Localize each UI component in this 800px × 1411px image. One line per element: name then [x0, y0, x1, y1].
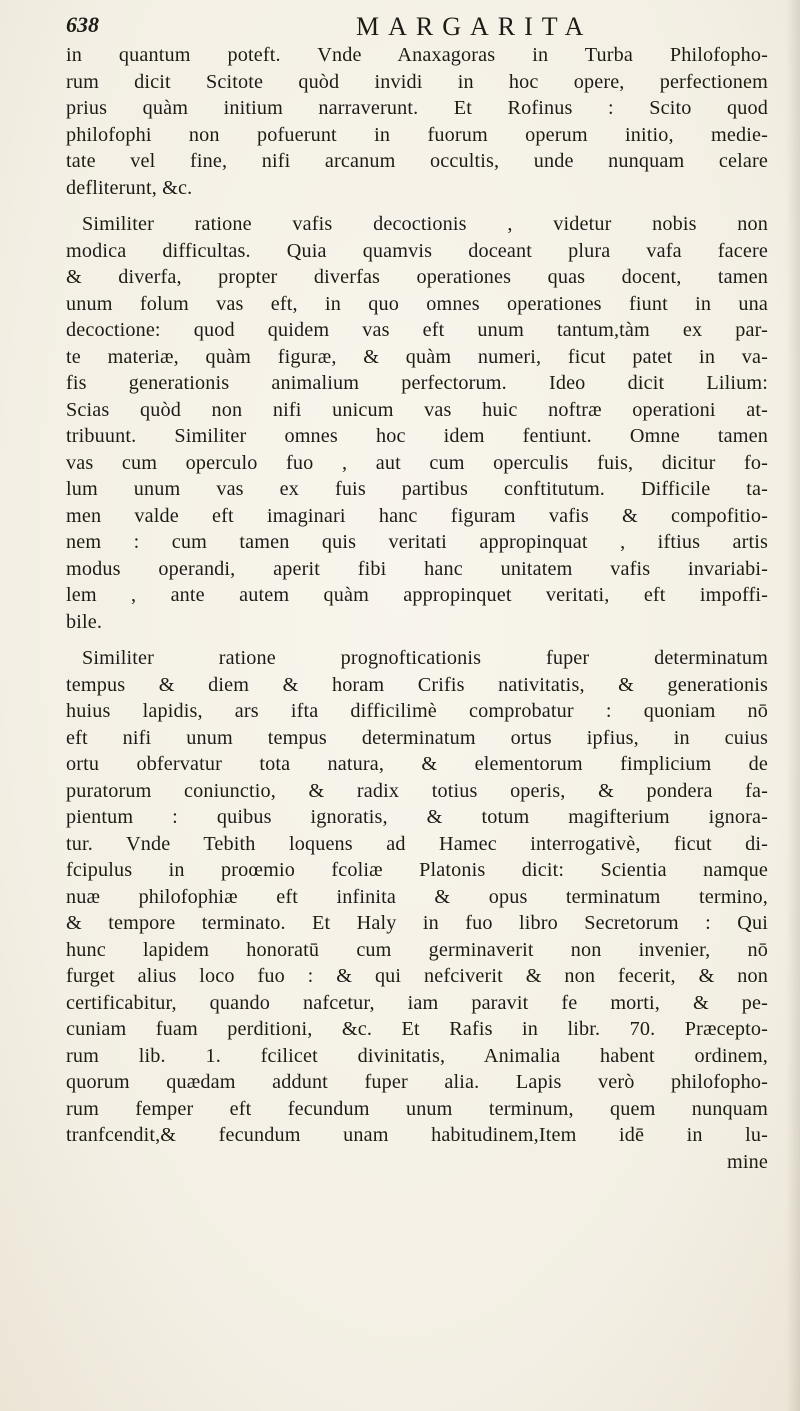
text-line: lem , ante autem quàm appropinquet veritati, eft impoffi- — [66, 584, 768, 606]
text-line: cuniam fuam perditioni, &c. Et Rafis in libr. 70. Præcepto- — [66, 1018, 768, 1040]
text-line: Similiter ratione prognofticationis fuper determinatum — [82, 647, 768, 669]
text-line: fis generationis animalium perfectorum. Ideo dicit Lilium: — [66, 372, 768, 394]
text-line: nuæ philofophiæ eft infinita & opus terminatum termino, — [66, 885, 768, 908]
text-line: Similiter ratione vafis decoctionis , videtur nobis non — [82, 213, 768, 235]
page-number: 638 — [66, 12, 99, 37]
text-line: bile. — [66, 610, 103, 633]
paragraph-gap — [66, 635, 768, 645]
text-line: te materiæ, quàm figuræ, & quàm numeri, ficut patet in va- — [66, 345, 768, 368]
text-line: defliterunt, &c. — [66, 176, 193, 199]
text-line: huius lapidis, ars ifta difficilimè comprobatur : quoniam nō — [66, 700, 768, 722]
text-line: furget alius loco fuo : & qui nefciverit & non fecerit, & non — [66, 965, 768, 987]
paragraph-gap — [66, 201, 768, 211]
text-line: rum dicit Scitote quòd invidi in hoc opere, perfectionem — [66, 70, 768, 93]
text-line: ortu obfervatur tota natura, & elementorum fimplicium de — [66, 753, 768, 775]
catchword: mine — [727, 1150, 768, 1173]
text-line: quorum quædam addunt fuper alia. Lapis verò philofopho- — [66, 1071, 768, 1093]
page-edge-shadow — [786, 0, 800, 1411]
text-line: men valde eft imaginari hanc figuram vafis & compofitio- — [66, 504, 768, 527]
running-header — [66, 12, 766, 46]
text-line: rum lib. 1. fcilicet divinitatis, Animalia habent ordinem, — [66, 1044, 768, 1067]
text-line: & diverfa, propter diverfas operationes quas docent, tamen — [66, 266, 768, 288]
text-line: modica difficultas. Quia quamvis doceant plura vafa facere — [66, 239, 768, 262]
text-line: puratorum coniunctio, & radix totius operis, & pondera fa- — [66, 779, 768, 802]
text-line: tempus & diem & horam Crifis nativitatis, & generationis — [66, 673, 768, 696]
text-line: Scias quòd non nifi unicum vas huic noftræ operationi at- — [66, 398, 768, 421]
text-line: philofophi non pofuerunt in fuorum operum initio, medie- — [66, 123, 768, 146]
text-line: decoctione: quod quidem vas eft unum tantum,tàm ex par- — [66, 319, 768, 341]
paragraph — [66, 211, 768, 635]
text-line: lum unum vas ex fuis partibus conftitutum. Difficile ta- — [66, 478, 768, 500]
text-line: fcipulus in proœmio fcoliæ Platonis dicit: Scientia namque — [66, 859, 768, 881]
text-line: & tempore terminato. Et Haly in fuo libro Secretorum : Qui — [66, 912, 768, 934]
text-line: tranfcendit,& fecundum unam habitudinem,Item idē in lu- — [66, 1124, 768, 1146]
text-line: in quantum poteft. Vnde Anaxagoras in Turba Philofopho- — [66, 44, 768, 66]
text-line: pientum : quibus ignoratis, & totum magifterium ignora- — [66, 806, 768, 828]
text-line: unum folum vas eft, in quo omnes operationes fiunt in una — [66, 292, 768, 315]
text-line: tur. Vnde Tebith loquens ad Hamec interrogativè, ficut di- — [66, 832, 768, 855]
text-line: modus operandi, aperit fibi hanc unitatem vafis invariabi- — [66, 557, 768, 580]
text-line: tate vel fine, nifi arcanum occultis, unde nunquam celare — [66, 150, 768, 172]
text-line: certificabitur, quando nafcetur, iam paravit fe morti, & pe- — [66, 991, 768, 1014]
text-line: eft nifi unum tempus determinatum ortus ipfius, in cuius — [66, 726, 768, 749]
text-line: nem : cum tamen quis veritati appropinquat , iftius artis — [66, 531, 768, 553]
text-line: hunc lapidem honoratū cum germinaverit non invenier, nō — [66, 938, 768, 961]
body-text — [66, 42, 768, 1175]
text-line: prius quàm initium narraverunt. Et Rofinus : Scito quod — [66, 97, 768, 119]
running-title: MARGARITA — [356, 12, 593, 41]
paragraph — [66, 42, 768, 201]
text-line: tribuunt. Similiter omnes hoc idem fentiunt. Omne tamen — [66, 425, 768, 447]
paragraph — [66, 645, 768, 1149]
text-line: rum femper eft fecundum unum terminum, quem nunquam — [66, 1097, 768, 1120]
text-line: vas cum operculo fuo , aut cum operculis fuis, dicitur fo- — [66, 451, 768, 474]
